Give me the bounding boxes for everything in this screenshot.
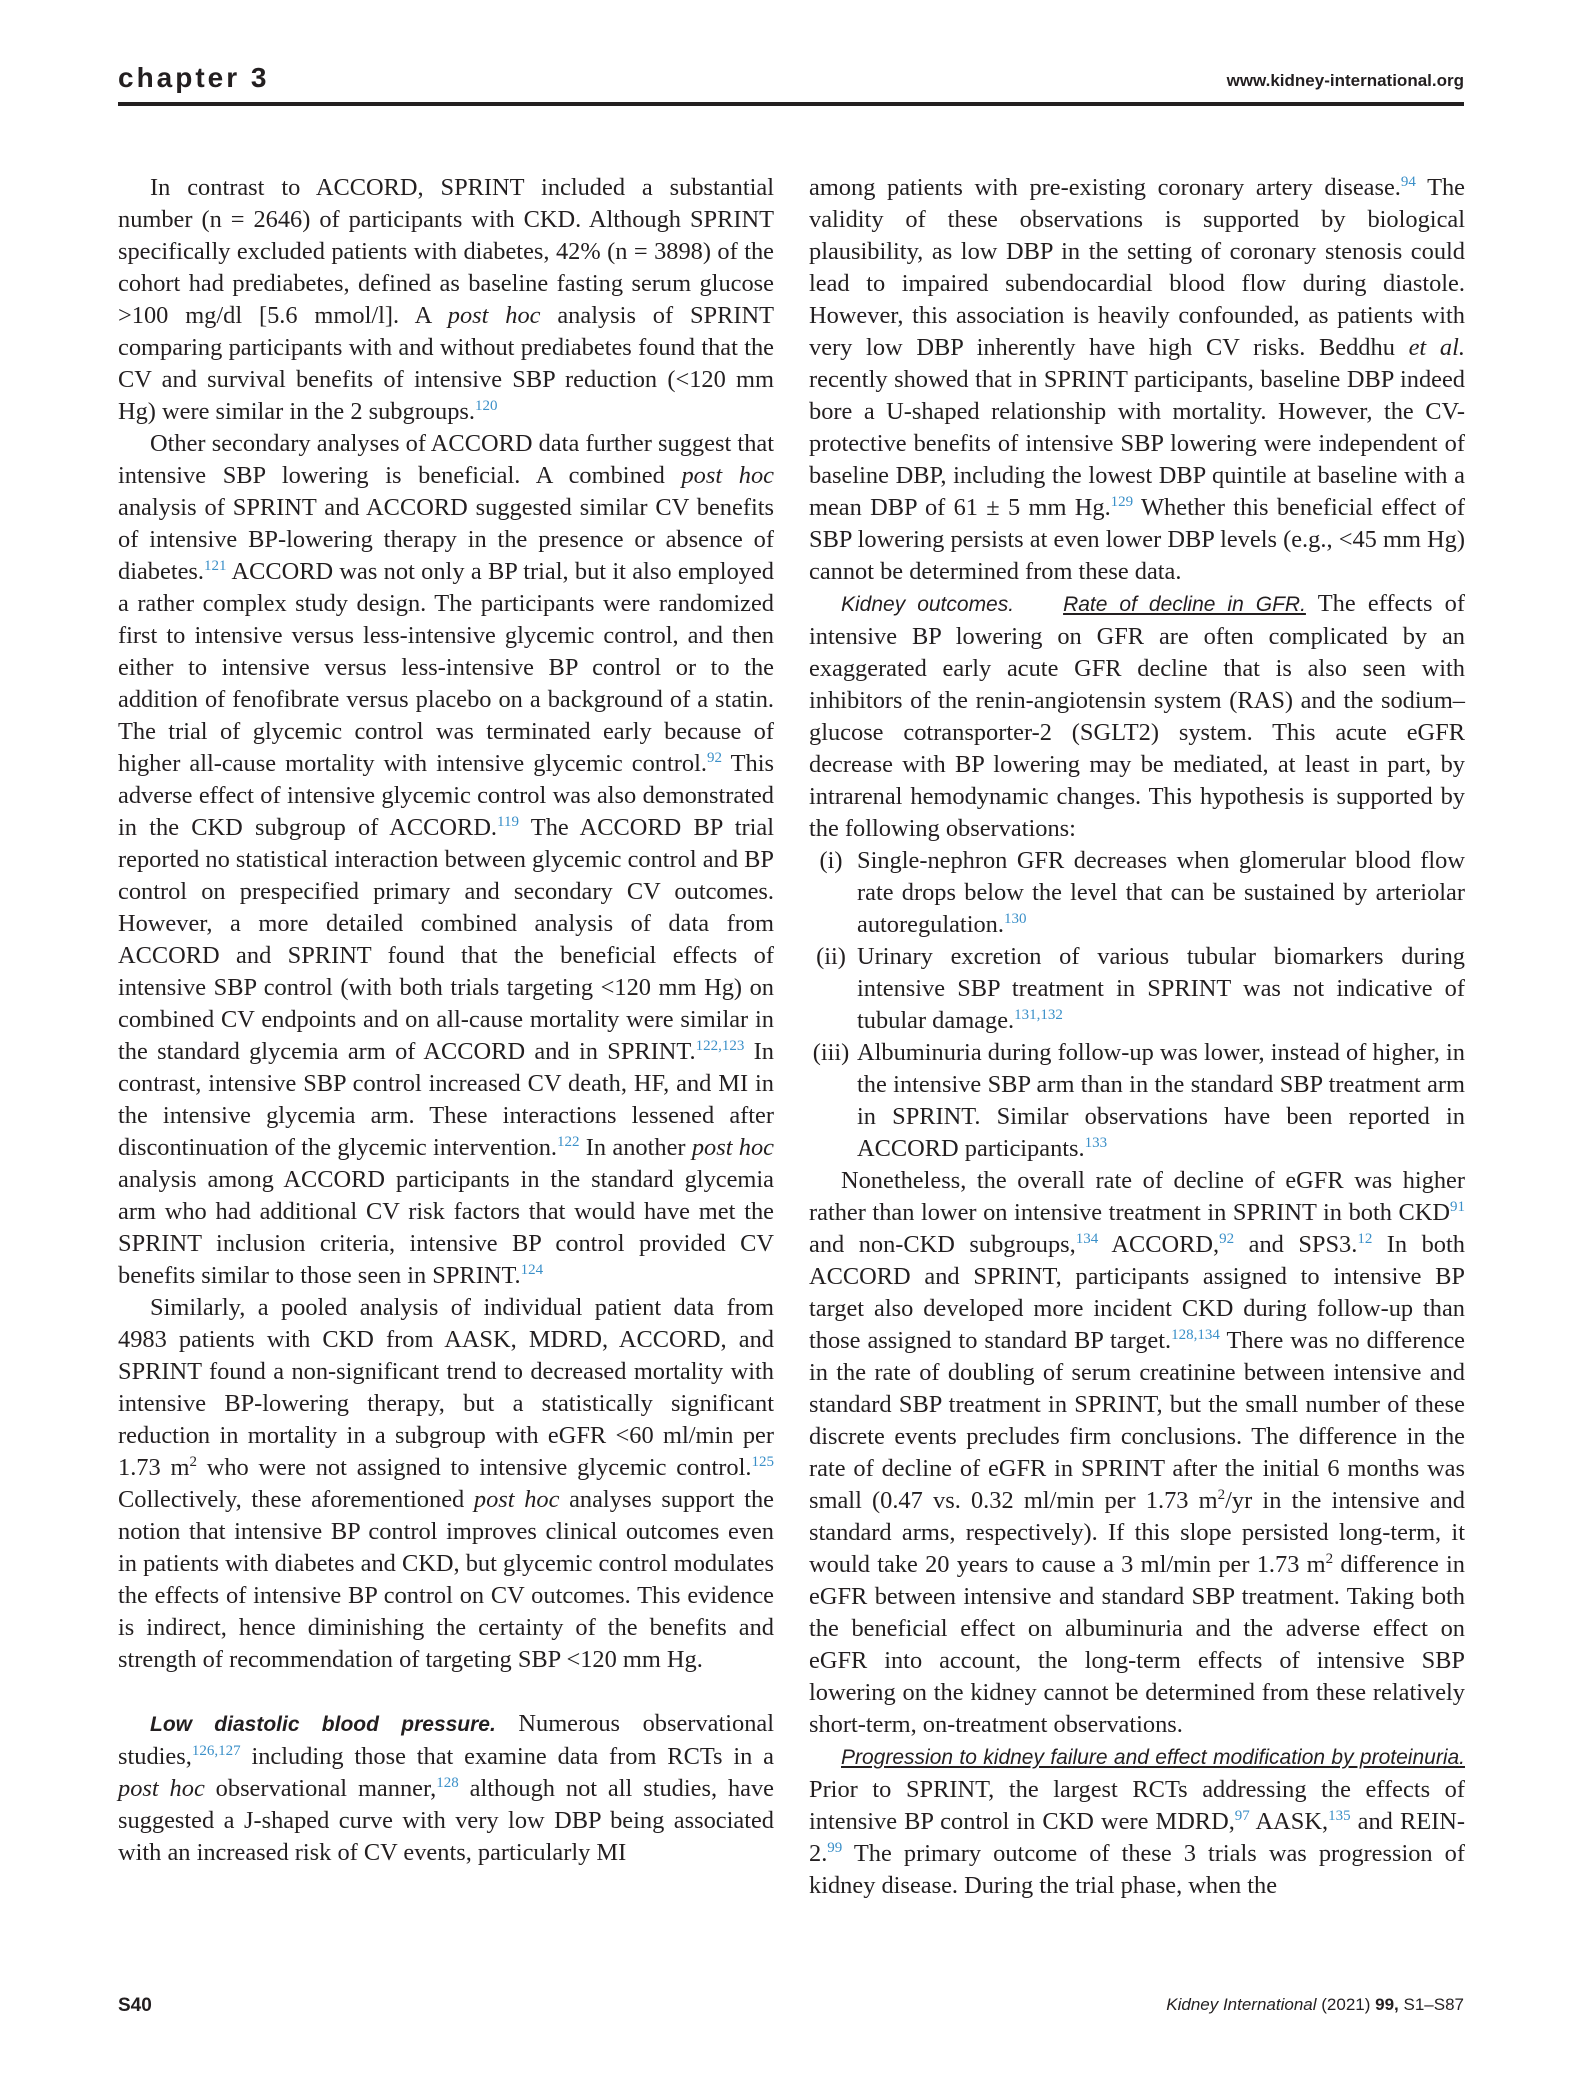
page-header: [118, 62, 1464, 106]
paragraph-sprint-ckd: In contrast to ACCORD, SPRINT included a substantial number (n = 2646) of participants with CKD. Although SPRINT specifically excluded patients with diabetes, 42% (n = 3898) of the cohort had prediabetes, defined as baseline fasting serum glucose >100 mg/dl [5.6 mmol/l]. A post hoc analysis of SPRINT comparing participants with and without prediabetes found that the CV and survival benefits of intensive SBP reduction (<120 mm Hg) were similar in the 2 subgroups.$^{120}$: [118, 174, 774, 425]
citation-ref[interactable]: 128,134: [1171, 1327, 1220, 1343]
paragraph-dbp-continued: among patients with pre-existing coronary artery disease.$^{94}$ The validity of these observations is supported by biological plausibility, as low DBP in the setting of coronary stenosis could lead to impaired subendocardial blood flow during diastole. However, this association is heavily confounded, as patients with very low DBP inherently have high CV risks. Beddhu et al. recently showed that in SPRINT participants, baseline DBP indeed bore a U-shaped relationship with mortality. However, the CV-protective benefits of intensive SBP lowering were independent of baseline DBP, including the lowest DBP quintile at baseline with a mean DBP of 61 ± 5 mm Hg.$^{129}$ Whether this beneficial effect of SBP lowering persists at even lower DBP levels (e.g., <45 mm Hg) cannot be determined from these data.: [809, 174, 1465, 585]
citation-ref[interactable]: 128: [436, 1775, 459, 1791]
citation-ref[interactable]: 122,123: [695, 1038, 745, 1054]
citation-ref[interactable]: 12: [1357, 1231, 1373, 1247]
journal-citation: Kidney International (2021) 99, S1–S87: [1166, 1995, 1464, 2014]
citation-ref[interactable]: 133: [1084, 1135, 1108, 1151]
right-column: [809, 172, 1465, 1902]
citation-ref[interactable]: 94: [1400, 174, 1416, 190]
citation-ref[interactable]: 92: [1219, 1231, 1235, 1247]
subsection-heading-progression: Progression to kidney failure and effect modification by proteinuria.: [841, 1746, 1465, 1769]
section-heading-kidney-outcomes: Kidney outcomes.: [841, 593, 1015, 616]
citation-ref[interactable]: 130: [1003, 911, 1027, 927]
citation-ref[interactable]: 129: [1110, 494, 1134, 510]
citation-ref[interactable]: 91: [1450, 1199, 1465, 1215]
citation-ref[interactable]: 120: [475, 398, 498, 414]
journal-website[interactable]: www.kidney-international.org: [1226, 71, 1464, 90]
citation-ref[interactable]: 92: [706, 750, 722, 766]
citation-ref[interactable]: 121: [204, 558, 227, 574]
citation-ref[interactable]: 122: [557, 1134, 580, 1150]
paragraph-accord-analyses: Other secondary analyses of ACCORD data further suggest that intensive SBP lowering is beneficial. A combined post hoc analysis of SPRINT and ACCORD suggested similar CV benefits of intensive BP-lowering therapy in the presence or absence of diabetes.$^{121}$ ACCORD was not only a BP trial, but it also employed a rather complex study design. The participants were randomized first to intensive versus less-intensive glycemic control, and then either to intensive versus less-intensive BP control or to the addition of fenofibrate versus placebo on a background of a statin. The trial of glycemic control was terminated early because of higher all-cause mortality with intensive glycemic control.$^{92}$ This adverse effect of intensive glycemic control was also demonstrated in the CKD subgroup of ACCORD.$^{119}$ The ACCORD BP trial reported no statistical interaction between glycemic control and BP control on prespecified primary and secondary CV outcomes. However, a more detailed combined analysis of data from ACCORD and SPRINT found that the beneficial effects of intensive SBP control (with both trials targeting <120 mm Hg) on combined CV endpoints and on all-cause mortality were similar in the standard glycemia arm of ACCORD and in SPRINT.$^{122,123}$ In contrast, intensive SBP control increased CV death, HF, and MI in the intensive glycemia arm. These interactions lessened after discontinuation of the glycemic intervention.$^{122}$ In another post hoc analysis among ACCORD participants in the standard glycemia arm who had additional CV risk factors that would have met the SPRINT inclusion criteria, intensive BP control provided CV benefits similar to those seen in SPRINT.$^{124}$: [118, 430, 775, 1289]
chapter-label: chapter 3: [118, 62, 270, 93]
citation-ref[interactable]: 135: [1328, 1808, 1351, 1824]
page-number: S40: [118, 1995, 152, 2016]
paragraph-pooled-analysis: Similarly, a pooled analysis of individual patient data from 4983 patients with CKD from AASK, MDRD, ACCORD, and SPRINT found a non-significant trend to decreased mortality with intensive BP-lowering therapy, but a statistically significant reduction in mortality in a subgroup with eGFR <60 ml/min per 1.73 $m^2$ who were not assigned to intensive glycemic control.$^{125}$ Collectively, these aforementioned post hoc analyses support the notion that intensive BP control improves clinical outcomes even in patients with diabetes and CKD, but glycemic control modulates the effects of intensive BP control on CV outcomes. This evidence is indirect, hence diminishing the certainty of the benefits and strength of recommendation of targeting SBP <120 mm Hg.: [118, 1294, 774, 1673]
paragraph-kidney-outcomes: Kidney outcomes. Rate of decline in GFR. The effects of intensive BP lowering on GFR are often complicated by an exaggerated early acute GFR decline that is also seen with inhibitors of the renin-angiotensin system (RAS) and the sodium–glucose cotransporter-2 (SGLT2) system. This acute eGFR decrease with BP lowering may be mediated, at least in part, by intrarenal hemodynamic changes. This hypothesis is supported by the following observations:: [809, 590, 1466, 842]
subsection-heading-gfr-decline: Rate of decline in GFR.: [1063, 593, 1306, 616]
citation-ref[interactable]: 134: [1075, 1231, 1099, 1247]
citation-ref[interactable]: 126,127: [191, 1743, 241, 1759]
section-heading-low-dbp: Low diastolic blood pressure.: [150, 1713, 496, 1736]
citation-ref[interactable]: 131,132: [1014, 1007, 1063, 1023]
citation-ref[interactable]: 99: [827, 1840, 843, 1856]
citation-ref[interactable]: 124: [520, 1262, 544, 1278]
left-column: [118, 172, 774, 1869]
citation-ref[interactable]: 119: [497, 814, 519, 830]
list-item: (i) Single-nephron GFR decreases when glomerular blood flow rate drops below the level that can be sustained by arteriolar autoregulation.$^{130}$: [819, 847, 1465, 938]
list-item: (iii) Albuminuria during follow-up was lower, instead of higher, in the intensive SBP arm than in the standard SBP treatment arm in SPRINT. Similar observations have been reported in ACCORD participants.$^{133}$: [812, 1039, 1465, 1162]
citation-ref[interactable]: 97: [1234, 1808, 1250, 1824]
paragraph-low-dbp: Low diastolic blood pressure. Numerous observational studies,$^{126,127}$ including those that examine data from RCTs in a post hoc observational manner,$^{128}$ although not all studies, have suggested a J-shaped curve with very low DBP being associated with an increased risk of CV events, particularly MI: [118, 1710, 774, 1866]
list-item: (ii) Urinary excretion of various tubular biomarkers during intensive SBP treatment in SPRINT was not indicative of tubular damage.$^{131,132}$: [816, 943, 1465, 1034]
paragraph-egfr-decline: Nonetheless, the overall rate of decline of eGFR was higher rather than lower on intensive treatment in SPRINT in both CKD$^{91}$ and non-CKD subgroups,$^{134}$ ACCORD,$^{92}$ and SPS3.12 In both ACCORD and SPRINT, participants assigned to intensive BP target also developed more incident CKD during follow-up than those assigned to standard BP target.$^{128,134}$ There was no difference in the rate of doubling of serum creatinine between intensive and standard SBP treatment in SPRINT, but the small number of these discrete events precludes firm conclusions. The difference in the rate of decline of eGFR in SPRINT after the initial 6 months was small (0.47 vs. 0.32 ml/min per 1.73 $m^2/yr$ in the intensive and standard arms, respectively). If this slope persisted long-term, it would take 20 years to cause a 3 ml/min per 1.73 $m^2$ difference in eGFR between intensive and standard SBP treatment. Taking both the beneficial effect on albuminuria and the adverse effect on eGFR into account, the long-term effects of intensive SBP lowering on the kidney cannot be determined from these relatively short-term, on-treatment observations.: [809, 1167, 1465, 1738]
citation-ref[interactable]: 125: [751, 1454, 774, 1470]
paragraph-progression: Progression to kidney failure and effect modification by proteinuria. Prior to SPRINT, the largest RCTs addressing the effects of intensive BP control in CKD were MDRD,$^{97}$ AASK,$^{135}$ and REIN-2.99 The primary outcome of these 3 trials was progression of kidney disease. During the trial phase, when the: [809, 1746, 1465, 1899]
